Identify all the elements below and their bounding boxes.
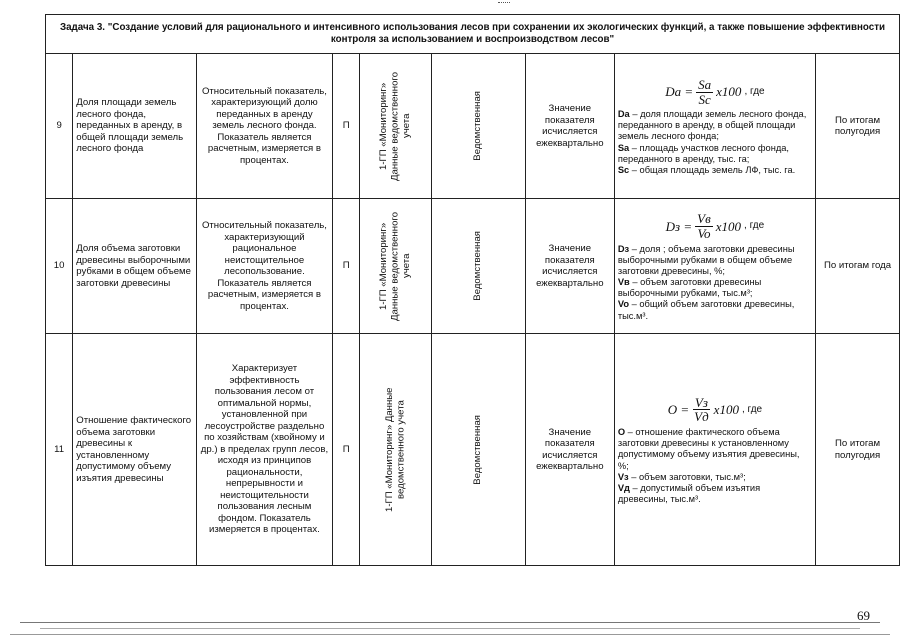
formula-numerator: Vв (697, 211, 711, 227)
table-row (46, 334, 900, 566)
definition (618, 143, 812, 165)
definition (618, 244, 812, 277)
indicator-unit: П (333, 199, 360, 334)
indicator-name: Доля площади земель лесного фонда, переданных в аренду, в общей площади земель лесного фонда (73, 54, 197, 199)
definition-text: – доля площади земель лесного фонда, переданного в аренду, в общей площади земель лесного фонда; (617, 109, 807, 142)
definition-text: – площадь участков лесного фонда, переданного в аренду, тыс. га; (617, 142, 790, 164)
definition-symbol: Dз (617, 243, 630, 254)
statistics-type: Ведомственная (472, 231, 484, 301)
formula-tail: , где (744, 220, 765, 232)
reporting-period: По итогам полугодия (816, 334, 900, 566)
indicators-table (45, 14, 900, 566)
definition (618, 472, 812, 483)
formula-numerator: Sa (698, 76, 712, 92)
definition-text: – допустимый объем изъятия древесины, тыс.м³. (617, 482, 761, 505)
definition-text: – доля ; объема заготовки древесины выборочными рубками в общем объеме заготовки древесины, %; (617, 243, 795, 276)
definition-text: – общая площадь земель ЛФ, тыс. га. (629, 164, 796, 175)
formula-multiplier: x100 (715, 218, 742, 234)
definition (618, 427, 812, 472)
formula-multiplier: x100 (716, 84, 742, 100)
formula-tail: , где (744, 86, 765, 98)
statistics-type-cell (431, 334, 525, 566)
indicator-name: Доля объема заготовки древесины выборочными рубками в общем объеме заготовки древесины (73, 199, 197, 334)
scan-mark (498, 2, 510, 7)
task-title-row (46, 15, 900, 54)
formula-lhs: O = (667, 402, 690, 418)
definition (618, 483, 812, 505)
scan-artifact-line (10, 634, 890, 635)
definition-symbol: Sc (617, 164, 630, 175)
definition-symbol: O (617, 427, 626, 438)
formula-fraction (692, 396, 711, 424)
statistics-type: Ведомственная (472, 414, 484, 485)
formula-cell (614, 199, 815, 334)
scan-artifact-line (40, 628, 860, 629)
page-number: 69 (857, 608, 870, 623)
task-title: Задача 3. "Создание условий для рационального и интенсивного использования лесов при сохранении их экологических функций, а также повышение эффективности контроля за использованием и воспроизводством лесов" (46, 15, 900, 54)
formula-lhs: Dз = (665, 218, 693, 234)
definition-symbol: Sa (617, 142, 630, 153)
formula (618, 78, 812, 106)
formula (618, 212, 812, 240)
data-source: 1-ГП «Мониторинг» Данные ведомственного учета (378, 71, 413, 181)
formula-multiplier: x100 (713, 402, 739, 418)
data-source-cell (360, 199, 431, 334)
statistics-type: Ведомственная (472, 91, 484, 161)
formula-cell (614, 334, 815, 566)
definition (618, 277, 812, 299)
statistics-type-cell (431, 199, 525, 334)
indicator-description: Относительный показатель, характеризующий долю переданных в аренду земель лесного фонда. Показатель является расчетным, измеряется в процентах. (196, 54, 332, 199)
indicator-description: Характеризует эффективность пользования лесом от оптимальной нормы, установленной при лесоустройстве раздельно по хозяйствам (хвойному и др.) в пределах групп лесов, исходя из принципов рациональности, непрерывности и неистощительности пользования лесным фондом. Показатель измеряется в процентах. (196, 334, 332, 566)
formula-lhs: Da = (665, 84, 694, 100)
formula-fraction (695, 212, 713, 240)
reporting-period: По итогам полугодия (816, 54, 900, 199)
formula-tail: , где (741, 403, 763, 415)
row-number: 11 (46, 334, 73, 566)
table-row (46, 54, 900, 199)
definition-text: – объем заготовки древесины выборочными рубками, тыс.м³; (617, 277, 762, 299)
formula-denominator: Vo (697, 225, 711, 241)
data-source: 1-ГП «Мониторинг» Данные ведомственного учета (378, 211, 413, 321)
definition-text: – объем заготовки, тыс.м³; (628, 471, 746, 482)
row-number: 9 (46, 54, 73, 199)
definition (618, 165, 812, 176)
data-source-cell (360, 54, 431, 199)
indicator-unit: П (333, 334, 360, 566)
definition-symbol: Vв (617, 277, 630, 288)
formula-numerator: Vз (694, 394, 708, 410)
indicator-name: Отношение фактического объема заготовки древесины к установленному допустимому объему изъятия древесины (73, 334, 197, 566)
definition-symbol: Da (617, 109, 630, 120)
table-row (46, 199, 900, 334)
definition-text: – общий объем заготовки древесины, тыс.м³. (617, 299, 795, 321)
data-source-cell (360, 334, 431, 566)
definition (618, 109, 812, 142)
reporting-period: По итогам года (816, 199, 900, 334)
scan-artifact-line (20, 622, 880, 623)
formula-denominator: Sc (698, 91, 711, 107)
row-number: 10 (46, 199, 73, 334)
definition (618, 299, 812, 321)
formula (618, 396, 812, 424)
indicator-unit: П (333, 54, 360, 199)
formula-cell (614, 54, 815, 199)
definition-symbol: Vo (617, 299, 630, 310)
calculation-frequency: Значение показателя исчисляется ежеквартально (525, 334, 614, 566)
definition-symbol: Vз (617, 471, 629, 482)
indicator-description: Относительный показатель, характеризующий рациональное неистощительное лесопользование. Показатель является расчетным, измеряется в процентах. (196, 199, 332, 334)
data-source: 1-ГП «Мониторинг» Данные ведомственного учета (383, 387, 407, 512)
calculation-frequency: Значение показателя исчисляется ежеквартально (525, 54, 614, 199)
formula-fraction (696, 78, 713, 106)
statistics-type-cell (431, 54, 525, 199)
definition-text: – отношение фактического объема заготовки древесины к установленному допустимому объему изъятия древесины, %; (617, 427, 800, 471)
calculation-frequency: Значение показателя исчисляется ежеквартально (525, 199, 614, 334)
formula-denominator: Vд (694, 409, 709, 425)
definition-symbol: Vд (617, 482, 630, 493)
